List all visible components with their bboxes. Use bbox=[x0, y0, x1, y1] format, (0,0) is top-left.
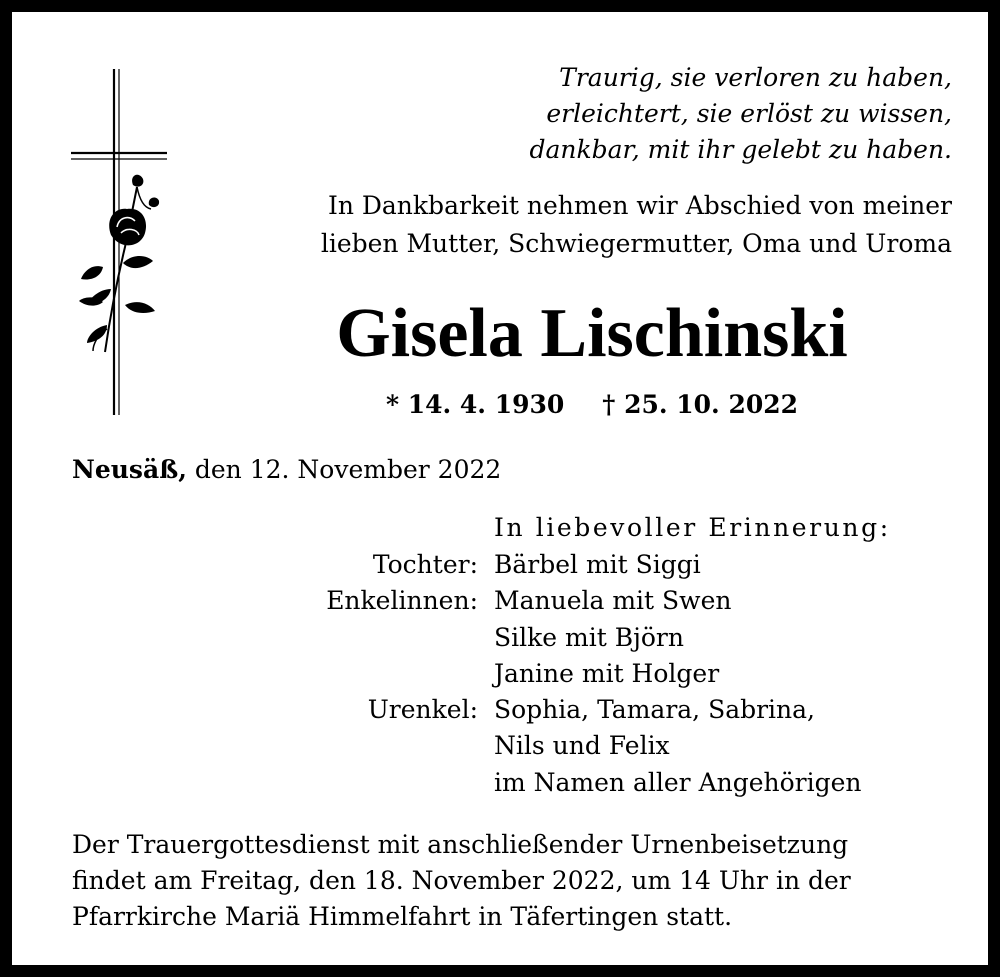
birth-date: * 14. 4. 1930 bbox=[385, 390, 565, 419]
service-line: findet am Freitag, den 18. November 2022, um 14 Uhr in der bbox=[72, 866, 851, 895]
deceased-name: Gisela Lischinski bbox=[336, 295, 848, 372]
place-date bbox=[72, 452, 501, 488]
family-names: im Namen aller Angehörigen bbox=[494, 767, 862, 797]
intro-line: lieben Mutter, Schwiegermutter, Oma und Uroma bbox=[320, 229, 952, 258]
family-names: Bärbel mit Siggi bbox=[494, 550, 701, 579]
relation-label: Urenkel: bbox=[367, 695, 478, 725]
life-dates bbox=[312, 387, 872, 423]
family-row bbox=[172, 583, 972, 619]
intro-line: In Dankbarkeit nehmen wir Abschied von meiner bbox=[327, 191, 952, 220]
death-date: † 25. 10. 2022 bbox=[602, 390, 799, 419]
family-row bbox=[172, 547, 972, 583]
cross-with-rose-icon bbox=[67, 67, 177, 422]
family-names: Manuela mit Swen bbox=[494, 586, 732, 616]
service-info bbox=[72, 827, 972, 935]
family-names: Sophia, Tamara, Sabrina, bbox=[494, 695, 816, 725]
remembrance-heading: In liebevoller Erinnerung: bbox=[494, 513, 891, 542]
family-names: Nils und Felix bbox=[494, 731, 670, 761]
service-line: Pfarrkirche Mariä Himmelfahrt in Täfertingen statt. bbox=[72, 902, 733, 931]
family-list bbox=[172, 547, 972, 801]
relation-label bbox=[172, 728, 494, 764]
relation-label bbox=[172, 620, 494, 656]
quote-line: erleichtert, sie erlöst zu wissen, bbox=[546, 99, 952, 128]
family-row bbox=[172, 620, 972, 656]
relation-label: Enkelinnen: bbox=[326, 586, 478, 616]
family-row bbox=[172, 692, 972, 728]
place-name: Neusäß, bbox=[72, 455, 187, 484]
family-names: Janine mit Holger bbox=[494, 658, 720, 688]
quote-line: Traurig, sie verloren zu haben, bbox=[559, 63, 952, 92]
intro-text bbox=[202, 187, 952, 263]
service-line: Der Trauergottesdienst mit anschließender Urnenbeisetzung bbox=[72, 830, 849, 859]
family-row bbox=[172, 728, 972, 764]
relation-label: Tochter: bbox=[372, 550, 478, 579]
relation-label bbox=[172, 765, 494, 801]
quote-line: dankbar, mit ihr gelebt zu haben. bbox=[529, 135, 952, 164]
relation-label bbox=[172, 656, 494, 692]
notice-date: den 12. November 2022 bbox=[194, 455, 502, 484]
quote bbox=[482, 60, 952, 168]
family-row bbox=[172, 656, 972, 692]
family-names: Silke mit Björn bbox=[494, 622, 684, 652]
family-row bbox=[172, 765, 972, 801]
